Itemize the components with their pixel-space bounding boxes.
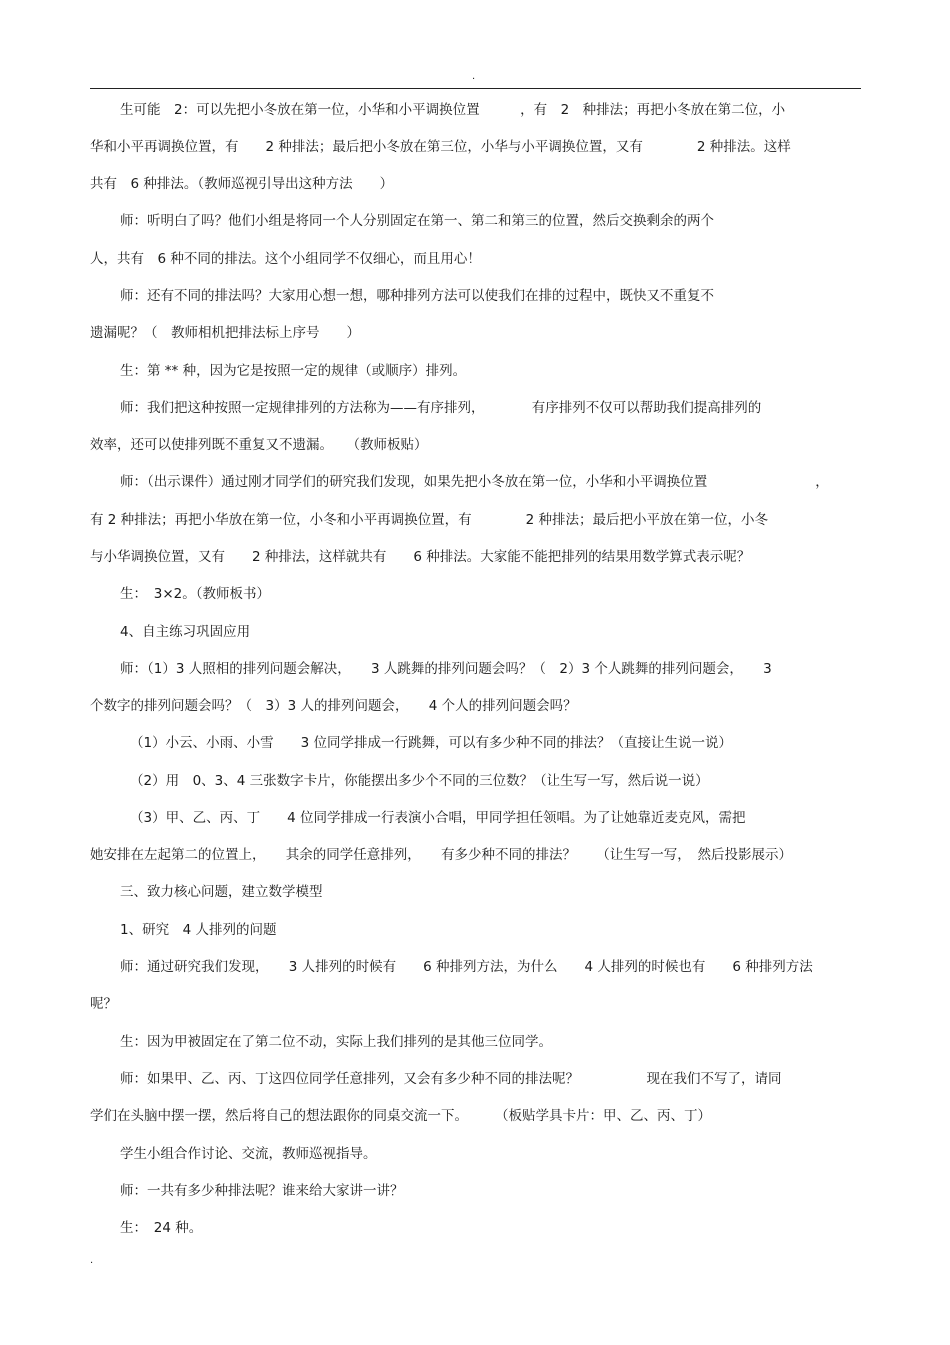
text-segment: 师：（1）3 人照相的排列问题会解决， 3 人跳舞的排列问题会吗？（ 2）3 个人跳舞的排列问题会， 3 [120,661,772,677]
text-segment: 她安排在左起第二的位置上， 其余的同学任意排列， 有多少种不同的排法？ （让生写一写， 然后投影展示） [90,847,792,863]
text-line [90,510,768,530]
text-segment: 遗漏呢？（ 教师相机把排法标上序号 ） [90,325,360,341]
text-line [90,174,393,194]
header-mark: . [472,71,476,82]
text-line [90,994,117,1014]
text-line [120,211,714,231]
text-segment: （2）用 0、3、4 三张数字卡片，你能摆出多少个不同的三位数？（让生写一写，然后说一说） [130,773,709,789]
header-rule [90,88,861,89]
text-line [120,882,323,902]
text-segment: 共有 6 种排法。（教师巡视引导出这种方法 ） [90,176,394,192]
text-line [120,1032,552,1052]
text-segment: 师：还有不同的排法吗？大家用心想一想，哪种排列方法可以使我们在排的过程中，既快又不重复不 [120,288,714,304]
text-line [130,808,745,828]
text-line [90,845,792,865]
text-segment: 与小华调换位置，又有 2 种排法，这样就共有 6 种排法。大家能不能把排列的结果用数学算式表示呢？ [90,549,751,565]
text-segment: 人，共有 6 种不同的排法。这个小组同学不仅细心，而且用心！ [90,251,481,267]
text-segment: 个数字的排列问题会吗？（ 3）3 人的排列问题会， 4 个人的排列问题会吗？ [90,698,577,714]
text-segment: 师：如果甲、乙、丙、丁这四位同学任意排列，又会有多少种不同的排法呢？ 现在我们不写了，请同 [120,1071,782,1087]
text-segment: 生：第 ** 种，因为它是按照一定的规律（或顺序）排列。 [120,363,467,379]
text-line [120,472,829,492]
text-line [120,100,785,120]
text-segment: 生可能 2：可以先把小冬放在第一位，小华和小平调换位置 ，有 2 种排法；再把小冬放在第二位，小 [120,102,786,118]
text-line [120,957,813,977]
text-line [120,1144,377,1164]
text-line [120,1218,202,1238]
text-segment: 师：一共有多少种排法呢？谁来给大家讲一讲？ [120,1183,404,1199]
footer-mark: . [90,1255,94,1266]
text-segment: 效率，还可以使排列既不重复又不遗漏。 （教师板贴） [90,437,428,453]
text-segment: 1、研究 4 人排列的问题 [120,922,277,938]
text-line [130,771,709,791]
text-segment: （3）甲、乙、丙、丁 4 位同学排成一行表演小合唱，甲同学担任领唱。为了让她靠近麦克风，需把 [130,810,746,826]
text-segment: （1）小云、小雨、小雪 3 位同学排成一行跳舞，可以有多少种不同的排法？（直接让生说一说） [130,735,732,751]
text-segment: 师：我们把这种按照一定规律排列的方法称为——有序排列， 有序排列不仅可以帮助我们提高排列的 [120,400,762,416]
text-line [130,733,732,753]
text-line [90,137,791,157]
text-line [90,323,360,343]
text-line [120,398,761,418]
text-line [90,1106,711,1126]
text-segment: 生： 24 种。 [120,1220,203,1236]
text-line [120,1069,782,1089]
text-segment: 生： 3×2。（教师板书） [120,586,270,602]
text-segment: 有 2 种排法；再把小华放在第一位，小冬和小平再调换位置，有 2 种排法；最后把小平放在第一位，小冬 [90,512,769,528]
text-line [120,920,276,940]
text-segment: 4、自主练习巩固应用 [120,624,251,640]
text-segment: 华和小平再调换位置，有 2 种排法；最后把小冬放在第三位，小华与小平调换位置，又有 2 种排法。这样 [90,139,791,155]
text-line [90,547,750,567]
text-line [90,435,428,455]
text-line [120,622,250,642]
text-segment: 三、致力核心问题，建立数学模型 [120,884,323,900]
text-segment: 生：因为甲被固定在了第二位不动，实际上我们排列的是其他三位同学。 [120,1034,552,1050]
text-segment: 呢？ [90,996,117,1012]
text-line [90,696,577,716]
text-line [120,584,270,604]
text-line [120,286,714,306]
text-line [120,659,772,679]
text-line [120,361,466,381]
text-segment: 师：（出示课件）通过刚才同学们的研究我们发现，如果先把小冬放在第一位，小华和小平调换位置 ， [120,474,829,490]
text-segment: 学们在头脑中摆一摆，然后将自己的想法跟你的同桌交流一下。 （板贴学具卡片：甲、乙、丙、丁） [90,1108,711,1124]
text-line [120,1181,404,1201]
text-segment: 师：听明白了吗？他们小组是将同一个人分别固定在第一、第二和第三的位置，然后交换剩余的两个 [120,213,714,229]
text-segment: 学生小组合作讨论、交流，教师巡视指导。 [120,1146,377,1162]
text-segment: 师：通过研究我们发现， 3 人排列的时候有 6 种排列方法，为什么 4 人排列的时候也有 6 种排列方法 [120,959,813,975]
text-line [90,249,481,269]
